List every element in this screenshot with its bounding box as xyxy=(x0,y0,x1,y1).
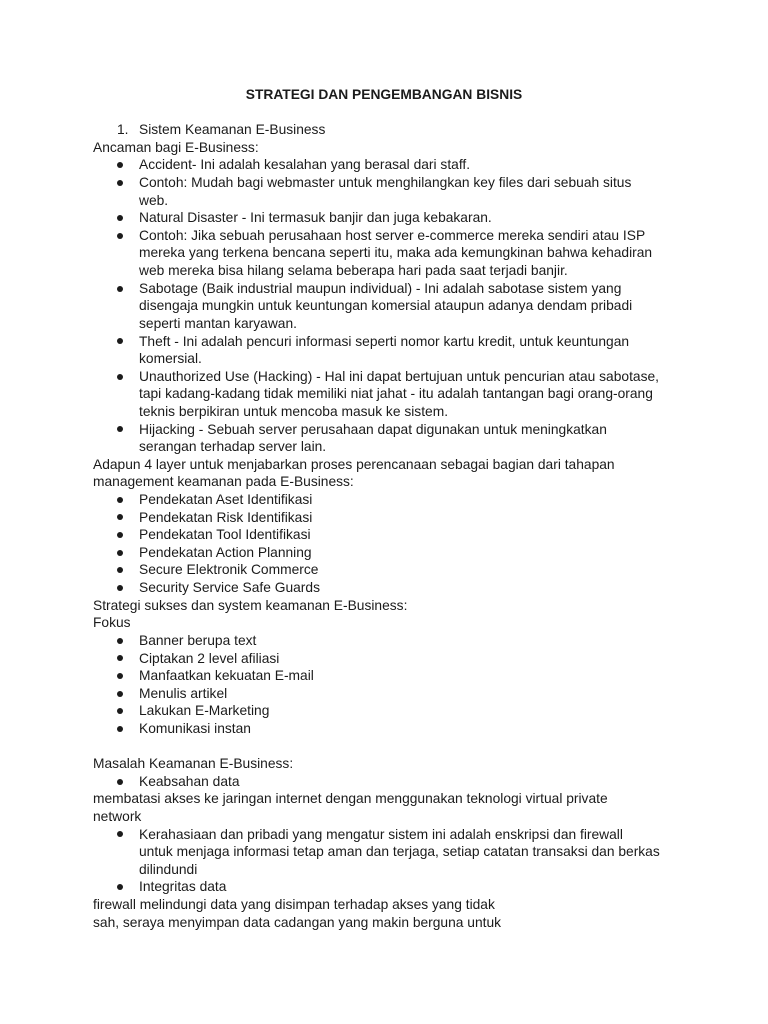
validity-note: membatasi akses ke jaringan internet dengan menggunakan teknologi virtual private xyxy=(93,791,608,807)
list-item-text: Komunikasi instan xyxy=(139,720,251,736)
list-item-text: serangan terhadap server lain. xyxy=(139,439,327,455)
blank-line xyxy=(0,738,768,756)
layers-intro: Adapun 4 layer untuk menjabarkan proses perencanaan sebagai bagian dari tahapan xyxy=(93,456,615,472)
list-item-text: Ciptakan 2 level afiliasi xyxy=(139,650,280,666)
bullet-icon xyxy=(117,532,123,538)
list-item xyxy=(0,579,768,597)
list-item xyxy=(0,227,768,280)
list-item xyxy=(0,209,768,227)
list-item-text: Pendekatan Tool Identifikasi xyxy=(139,527,311,543)
list-item-text: Pendekatan Action Planning xyxy=(139,544,312,560)
layers-intro: management keamanan pada E-Business: xyxy=(93,474,354,490)
list-item-text: Pendekatan Aset Identifikasi xyxy=(139,492,313,508)
bullet-icon xyxy=(117,585,123,591)
list-item-text: Integritas data xyxy=(139,879,227,895)
list-item-text: dilindundi xyxy=(139,861,198,877)
list-item-text: Secure Elektronik Commerce xyxy=(139,562,319,578)
list-item-text: tapi kadang-kadang tidak memiliki niat jahat - itu adalah tantangan bagi orang-orang xyxy=(139,386,653,402)
list-item xyxy=(0,773,768,791)
bullet-icon xyxy=(117,779,123,785)
list-item-text: mereka yang terkena bencana seperti itu, maka ada kemungkinan bahwa kehadiran xyxy=(139,245,653,261)
list-item-text: Sabotage (Baik industrial maupun individual) - Ini adalah sabotase sistem yang xyxy=(139,280,622,296)
list-item-text: Security Service Safe Guards xyxy=(139,580,320,596)
list-item-text: Contoh: Mudah bagi webmaster untuk menghilangkan key files dari sebuah situs xyxy=(139,175,632,191)
list-item-text: web mereka bisa hilang selama beberapa hari pada saat terjadi banjir. xyxy=(139,263,568,279)
list-item xyxy=(0,685,768,703)
list-item-text: Theft - Ini adalah pencuri informasi seperti nomor kartu kredit, untuk keuntungan xyxy=(139,333,630,349)
list-item xyxy=(0,421,768,456)
list-item xyxy=(0,280,768,333)
list-item-text: Contoh: Jika sebuah perusahaan host server e-commerce mereka sendiri atau ISP xyxy=(139,227,646,243)
list-item-text: Banner berupa text xyxy=(139,632,257,648)
list-item xyxy=(0,878,768,896)
list-item xyxy=(0,826,768,879)
section-title: Sistem Keamanan E-Business xyxy=(139,122,326,138)
section-heading xyxy=(0,121,768,139)
list-item xyxy=(0,526,768,544)
list-item xyxy=(0,720,768,738)
list-item-text: Keabsahan data xyxy=(139,773,240,789)
list-item-text: teknis berpikiran untuk mencoba masuk ke sistem. xyxy=(139,403,449,419)
list-item xyxy=(0,509,768,527)
page-title: STRATEGI DAN PENGEMBANGAN BISNIS xyxy=(245,87,523,102)
integrity-note: sah, seraya menyimpan data cadangan yang makin berguna untuk xyxy=(93,914,502,930)
integrity-note: firewall melindungi data yang disimpan terhadap akses yang tidak xyxy=(93,897,495,913)
issues-intro: Masalah Keamanan E-Business: xyxy=(93,756,294,772)
blank-line xyxy=(0,104,768,122)
list-item-text: Accident- Ini adalah kesalahan yang berasal dari staff. xyxy=(139,157,471,173)
list-item-text: Kerahasiaan dan pribadi yang mengatur sistem ini adalah enskripsi dan firewall xyxy=(139,826,623,842)
list-item-text: Lakukan E-Marketing xyxy=(139,703,270,719)
list-item-text: web. xyxy=(139,192,169,208)
focus-label: Fokus xyxy=(93,615,131,631)
list-item xyxy=(0,368,768,421)
bullet-icon xyxy=(117,691,123,697)
list-item xyxy=(0,667,768,685)
list-item xyxy=(0,491,768,509)
list-item xyxy=(0,544,768,562)
list-item xyxy=(0,156,768,174)
list-item xyxy=(0,174,768,209)
bullet-icon xyxy=(117,497,123,503)
list-item-text: Unauthorized Use (Hacking) - Hal ini dapat bertujuan untuk pencurian atau sabotase, xyxy=(139,368,659,384)
bullet-icon xyxy=(117,550,123,556)
list-item-text: disengaja mungkin untuk keuntungan komersial ataupun adanya dendam pribadi xyxy=(139,298,633,314)
list-item xyxy=(0,333,768,368)
list-item-text: Hijacking - Sebuah server perusahaan dapat digunakan untuk meningkatkan xyxy=(139,421,607,437)
bullet-icon xyxy=(117,374,123,380)
threats-intro: Ancaman bagi E-Business: xyxy=(93,139,259,155)
section-number: 1. xyxy=(117,122,129,138)
list-item-text: Manfaatkan kekuatan E-mail xyxy=(139,668,314,684)
strategy-intro: Strategi sukses dan system keamanan E-Business: xyxy=(93,597,408,613)
bullet-icon xyxy=(117,726,123,732)
bullet-icon xyxy=(117,180,123,186)
bullet-icon xyxy=(117,638,123,644)
bullet-icon xyxy=(117,286,123,292)
list-item xyxy=(0,702,768,720)
list-item xyxy=(0,561,768,579)
list-item-text: Pendekatan Risk Identifikasi xyxy=(139,509,313,525)
list-item-text: komersial. xyxy=(139,351,202,367)
list-item-text: seperti mantan karyawan. xyxy=(139,315,297,331)
list-item-text: Menulis artikel xyxy=(139,685,228,701)
list-item xyxy=(0,650,768,668)
validity-note: network xyxy=(93,808,142,824)
list-item-text: Natural Disaster - Ini termasuk banjir dan juga kebakaran. xyxy=(139,210,492,226)
list-item-text: untuk menjaga informasi tetap aman dan terjaga, setiap catatan transaksi dan berkas xyxy=(139,844,660,860)
bullet-icon xyxy=(117,233,123,239)
bullet-icon xyxy=(117,673,123,679)
list-item xyxy=(0,632,768,650)
